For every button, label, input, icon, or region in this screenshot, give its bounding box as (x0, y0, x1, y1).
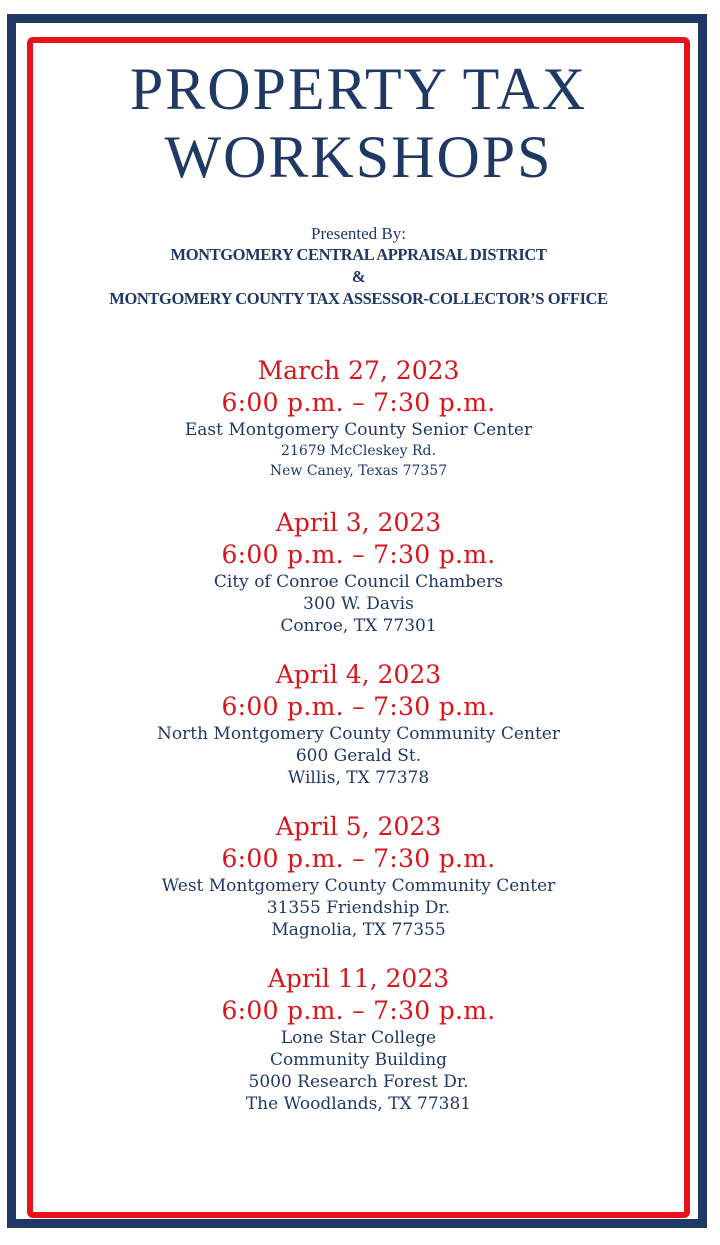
workshop-address: 21679 McCleskey Rd. (281, 443, 436, 459)
workshop-venue: West Montgomery County Community Center (161, 876, 556, 896)
flyer-title (33, 55, 684, 191)
workshop-venue: Lone Star College (280, 1028, 437, 1048)
workshop-address: 600 Gerald St. (295, 746, 422, 766)
workshop-city: New Caney, Texas 77357 (269, 463, 448, 479)
workshop-date: April 3, 2023 (275, 508, 442, 537)
workshop-city: The Woodlands, TX 77381 (245, 1094, 472, 1114)
workshop-venue-building: Community Building (269, 1050, 448, 1070)
workshop-item (33, 355, 684, 481)
flyer-content (33, 43, 684, 1137)
organizer-tax-office: MONTGOMERY COUNTY TAX ASSESSOR-COLLECTOR’S OFFICE (109, 289, 608, 308)
workshop-address: 31355 Friendship Dr. (266, 898, 451, 918)
workshop-item (33, 507, 684, 637)
workshop-city: Magnolia, TX 77355 (271, 920, 446, 940)
workshop-address: 5000 Research Forest Dr. (248, 1072, 469, 1092)
workshop-list (33, 355, 684, 1115)
workshop-city: Conroe, TX 77301 (280, 616, 437, 636)
workshop-item (33, 811, 684, 941)
workshop-address: 300 W. Davis (303, 594, 414, 614)
workshop-item (33, 963, 684, 1115)
workshop-time: 6:00 p.m. – 7:30 p.m. (221, 996, 496, 1025)
title-line-1: PROPERTY TAX (129, 56, 588, 122)
workshop-date: April 4, 2023 (275, 660, 442, 689)
title-line-2: WORKSHOPS (164, 124, 553, 190)
workshop-time: 6:00 p.m. – 7:30 p.m. (221, 844, 496, 873)
workshop-item (33, 659, 684, 789)
workshop-date: March 27, 2023 (257, 356, 460, 385)
organizer-appraisal-district: MONTGOMERY CENTRAL APPRAISAL DISTRICT (170, 245, 547, 264)
workshop-city: Willis, TX 77378 (287, 768, 430, 788)
workshop-venue: East Montgomery County Senior Center (184, 420, 533, 440)
workshop-date: April 5, 2023 (275, 812, 442, 841)
workshop-venue: North Montgomery County Community Center (157, 724, 560, 744)
workshop-time: 6:00 p.m. – 7:30 p.m. (221, 540, 496, 569)
workshop-date: April 11, 2023 (267, 964, 450, 993)
workshop-time: 6:00 p.m. – 7:30 p.m. (221, 692, 496, 721)
organizer-ampersand: & (351, 267, 366, 286)
presented-by-label: Presented By: (311, 224, 406, 243)
workshop-time: 6:00 p.m. – 7:30 p.m. (221, 388, 496, 417)
workshop-venue: City of Conroe Council Chambers (213, 572, 504, 592)
